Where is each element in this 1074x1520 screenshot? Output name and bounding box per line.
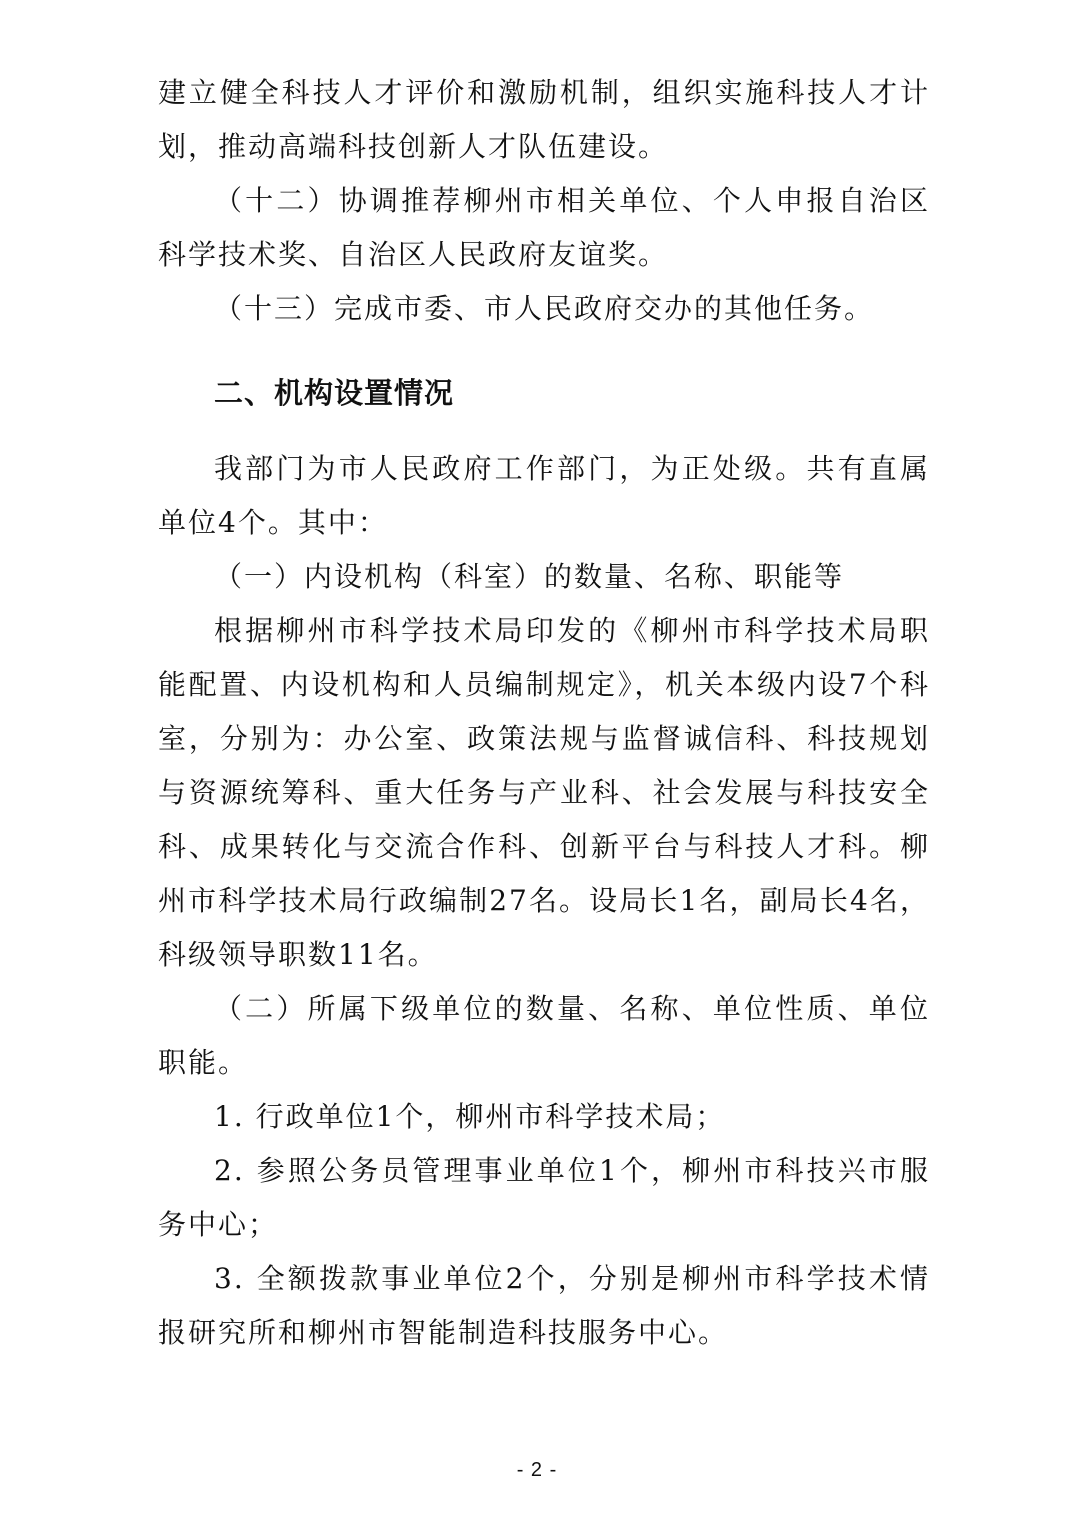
page-number: - 2 - — [516, 1459, 558, 1481]
list-item-funded-units: 3. 全额拨款事业单位2个，分别是柳州市科学技术情报研究所和柳州市智能制造科技服务中心。 — [158, 1262, 930, 1349]
document-body — [158, 66, 930, 1360]
list-item-civil-service-unit: 2. 参照公务员管理事业单位1个，柳州市科技兴市服务中心； — [158, 1154, 930, 1241]
paragraph-department-overview: 我部门为市人民政府工作部门，为正处级。共有直属单位4个。其中： — [158, 452, 930, 539]
paragraph-internal-units-detail: 根据柳州市科学技术局印发的《柳州市科学技术局职能配置、内设机构和人员编制规定》，机关本级内设7个科室，分别为：办公室、政策法规与监督诚信科、科技规划与资源统筹科、重大任务与产业科、社会发展与科技安全科、成果转化与交流合作科、创新平台与科技人才科。柳州市科学技术局行政编制27名。设局长1名，副局长4名，科级领导职数11名。 — [158, 614, 930, 971]
paragraph-item-13: （十三）完成市委、市人民政府交办的其他任务。 — [214, 292, 875, 325]
paragraph-subheading-internal-units: （一）内设机构（科室）的数量、名称、职能等 — [214, 560, 845, 593]
paragraph-talent-mechanism: 建立健全科技人才评价和激励机制，组织实施科技人才计划，推动高端科技创新人才队伍建设。 — [158, 76, 930, 163]
list-item-administrative-unit: 1. 行政单位1个，柳州市科学技术局； — [214, 1100, 726, 1133]
paragraph-subheading-subordinate-units: （二）所属下级单位的数量、名称、单位性质、单位职能。 — [158, 992, 930, 1079]
paragraph-item-12: （十二）协调推荐柳州市相关单位、个人申报自治区科学技术奖、自治区人民政府友谊奖。 — [158, 184, 930, 271]
section-heading: 二、机构设置情况 — [214, 376, 455, 410]
